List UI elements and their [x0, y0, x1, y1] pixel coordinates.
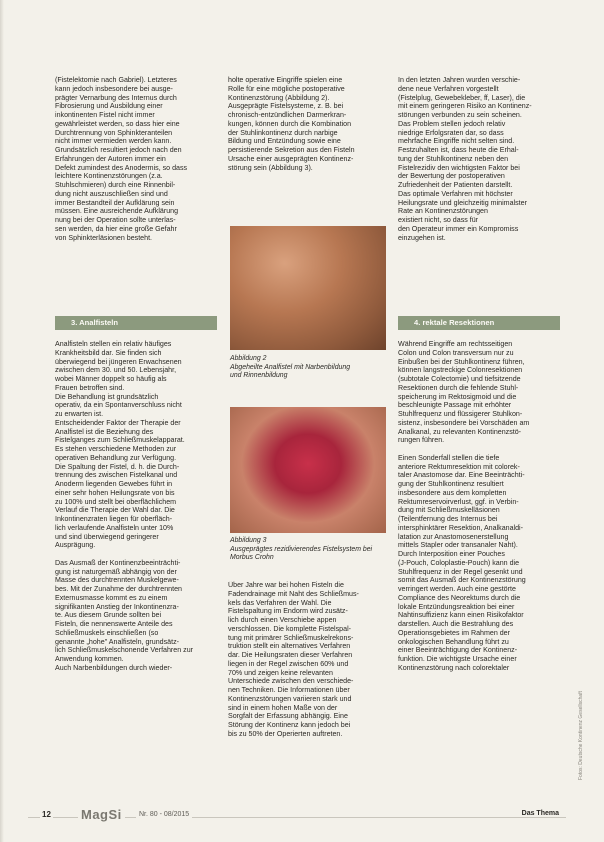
text-line: kann jedoch insbesondere bei ausge- [55, 84, 173, 93]
text-line: Es stehen verschiedene Methoden zur [55, 445, 177, 453]
text-line: leichtere Kontinenzstörungen (z.a. [55, 172, 163, 181]
text-line: prägter Vernarbung des Internus durch [55, 93, 177, 102]
text-line: der Bewertung der postoperativen [398, 172, 505, 181]
text-line: störung sein (Abbildung 3). [228, 163, 313, 172]
text-line: dung mit Schließmuskelläsionen [398, 506, 500, 515]
caption-line: Abgeheilte Analfistel mit Narbenbildung [230, 363, 351, 371]
figure-3-caption [230, 537, 390, 563]
text-line: Analfisteln stellen ein relativ häufiges [55, 340, 172, 348]
text-line: kels das Verfahren der Wahl. Die [228, 598, 332, 607]
section-heading-3-title: Analfisteln [79, 318, 118, 327]
paragraph [55, 340, 213, 550]
text-line: darstellen. Auch die Bestrahlung des [398, 620, 514, 628]
text-line: Fibrosierung und Ausbildung einer [55, 102, 163, 111]
text-line: tung mit primärer Schließmuskelrekons- [228, 633, 354, 642]
text-line: funktion. Die wichtigste Ursache einer [398, 655, 517, 663]
text-line: rungen führen. [398, 436, 445, 445]
text-line: Sorgfalt der Erfassung abhängig. Eine [228, 712, 348, 721]
text-line: 70% und zeigen keine relevanten [228, 668, 333, 677]
text-line: Frauen betroffen sind. [55, 383, 125, 392]
text-line: Das Problem stellen jedoch relativ [398, 119, 506, 128]
text-line: Auch Narbenbildungen durch wieder- [55, 663, 173, 672]
text-line: den Operateur immer ein Kompromiss [398, 224, 519, 233]
text-line: intersphinktärer Resektion, Analkanaldi- [398, 523, 523, 532]
text-line: dar. Die Heilungsraten dieser Verfahren [228, 651, 353, 659]
caption-label: Abbildung 2 [230, 355, 267, 362]
text-line: truktion stellt ein alternatives Verfahren [228, 642, 351, 651]
text-line: gung der Stuhlkontinenz resultiert [398, 480, 504, 488]
text-line: dene neue Verfahren vorgestellt [398, 84, 499, 93]
text-line: tung der Stuhlkontinenz neben den [398, 154, 509, 163]
text-line: Fistelganges zum Schließmuskelapparat. [55, 436, 185, 445]
text-line: einer sehr hohen Heilungsrate von bis [55, 488, 175, 497]
text-line: und sind überwiegend geringerer [55, 532, 159, 541]
text-line: nung bei der Operation sollte unterlas- [55, 216, 176, 224]
text-line: Fistelrezidiv den wichtigsten Faktor bei [398, 163, 520, 172]
text-line: verringert werden. Auch eine gestörte [398, 585, 516, 593]
text-line: zu erwarten ist. [55, 410, 104, 418]
text-line: Inkontinenzraten liegen für oberfläch- [55, 515, 173, 523]
page-footer [28, 807, 566, 824]
text-line: (J-Pouch, Coloplastie-Pouch) kann die [398, 558, 520, 567]
page-edge-shadow [0, 0, 4, 842]
page-number: 12 [42, 810, 51, 819]
text-line: existiert nicht, so dass für [398, 216, 479, 224]
text-line: Resektionen durch die fehlende Stuhl- [398, 383, 519, 392]
text-line: Kontinenzstörungen variieren stark und [228, 694, 352, 703]
magazine-logo: MagSi [78, 807, 125, 822]
text-line: verschlossen. Die komplette Fistelspal- [228, 624, 352, 633]
text-line: Colon und Colon transversum nur zu [398, 348, 514, 357]
caption-line: Morbus Crohn [230, 554, 274, 562]
text-line: anteriore Rektumresektion mit colorek- [398, 462, 520, 471]
section-heading-3-number: 3. [71, 318, 78, 327]
text-line: lich durch einen Verschiebe appen [228, 616, 337, 624]
text-line: dung nicht auszuschließen sind und [55, 189, 168, 198]
text-line: Rolle für eine mögliche postoperative [228, 84, 345, 93]
text-line: Kontinenzstörung (Abbildung 2). [228, 93, 330, 102]
section-name: Das Thema [519, 810, 562, 817]
text-line: Das optimale Verfahren mit höchster [398, 189, 513, 198]
text-line: sind in einem hohen Maße von der [228, 703, 338, 712]
text-line: Krankheitsbild dar. Sie finden sich [55, 348, 162, 357]
text-line: niedrige Erfolgsraten dar, so dass [398, 128, 504, 137]
text-line: Ursache einer ausgeprägten Kontinenz- [228, 154, 354, 163]
text-line: Zufriedenheit der Patienten darstellt. [398, 181, 513, 189]
text-line: sen werden, da hier eine große Gefahr [55, 224, 177, 233]
caption-line: und Rinnenbildung [230, 372, 288, 380]
text-line: überwiegend bei jüngeren Erwachsenen [55, 357, 182, 366]
paragraph [55, 559, 213, 673]
text-line: wobei Männer doppelt so häufig als [55, 375, 167, 383]
section-heading-4-title: rektale Resektionen [422, 318, 495, 327]
text-line: Heilungsrate und gleichzeitig minimalster [398, 198, 527, 207]
figure-2-photo [230, 226, 386, 350]
section-heading-4 [398, 316, 560, 330]
text-line: Festzuhalten ist, dass heute die Erhal- [398, 146, 519, 154]
text-line: nen Techniken. Die Informationen über [228, 686, 350, 694]
text-line: Defekt zumindest des Anodermis, so dass [55, 163, 188, 172]
text-line: Analkanal, zu relevanten Kontinenzstö- [398, 427, 522, 436]
text-line: Rektumreservoirverlust, ggf. in Verbin- [398, 497, 519, 506]
text-line: somit das Ausmaß der Kontinenzstörung [398, 576, 526, 585]
text-line: operativen Behandlung zur Verfügung. [55, 453, 177, 462]
text-line: Einen Sonderfall stellen die tiefe [398, 453, 500, 462]
text-line: chronisch-entzündlichen Darmerkran- [228, 111, 347, 119]
text-line: Kontinenzstörung nach colorektaler [398, 663, 510, 672]
paragraph [228, 581, 386, 739]
figure-2-caption [230, 355, 390, 381]
text-line: der Stuhlinkontinenz durch narbige [228, 128, 338, 137]
text-line: einzugehen ist. [398, 233, 446, 242]
text-line: Externusmasse kommt es zu einem [55, 593, 168, 602]
text-line: Unterschiede zwischen den verschiede- [228, 677, 354, 686]
text-line: latation zur Anastomosenerstellung [398, 532, 509, 541]
text-line: Operationsgebietes im Rahmen der [398, 628, 510, 637]
text-line: (Teilentfernung des Internus bei [398, 515, 498, 523]
section-heading-4-number: 4. [414, 318, 421, 327]
text-line: Analfistel ist die Beziehung des [55, 427, 154, 436]
text-line: Fisteln, die nennenswerte Anteile des [55, 620, 173, 628]
text-line: zwischen dem 30. und 50. Lebensjahr, [55, 366, 177, 375]
text-line: trennung des zwischen Fistelkanal und [55, 471, 178, 480]
text-line: Die Behandlung ist grundsätzlich [55, 392, 159, 401]
text-line: gung ist naturgemäß abhängig von der [55, 567, 177, 576]
text-line: signifikanten Anstieg der Inkontinenzra- [55, 602, 179, 611]
text-line: mit einem geringeren Risiko an Kontinenz- [398, 102, 532, 111]
text-line: genannte „hohe" Analfisteln, grundsätz- [55, 637, 179, 646]
text-line: Stuhlfrequenz in der Regel gesenkt und [398, 567, 523, 576]
text-line: liegen in der Regel zwischen 60% und [228, 659, 349, 668]
text-line: Einbußen bei der Stuhlkontinenz führen, [398, 357, 525, 366]
text-line: müssen. Eine ausreichende Aufklärung [55, 207, 179, 216]
text-line: In den letzten Jahren wurden verschie- [398, 76, 521, 84]
text-line: Anwendung kommen. [55, 655, 124, 663]
figure-3-photo [230, 407, 386, 533]
text-line: bes. Mit der Zunahme der durchtrennten [55, 585, 182, 593]
section-heading-3 [55, 316, 217, 330]
text-line: persistierende Sekretion aus den Fisteln [228, 146, 355, 154]
text-line: Entscheidender Faktor der Therapie der [55, 418, 181, 427]
column-2-text-lower [228, 581, 386, 747]
text-line: Masse des durchtrennten Muskelgewe- [55, 576, 179, 585]
text-line: einer Beeinträchtigung der Kontinenz- [398, 646, 518, 655]
text-line: taler Anastomose dar. Eine Beeinträchti- [398, 471, 525, 480]
text-line: onkologischen Behandlung führt zu [398, 637, 509, 646]
text-line: Verlauf die Therapie der Wahl dar. Die [55, 506, 175, 515]
text-line: sistenz, insbesondere bei Vorschäden am [398, 418, 530, 427]
text-line: Das Ausmaß der Kontinenzbeeinträchti- [55, 558, 181, 567]
text-line: Ausprägung. [55, 541, 96, 550]
column-2-text [228, 76, 386, 181]
column-1-text [55, 76, 213, 251]
text-line: Durch Interposition einer Pouches [398, 550, 505, 558]
text-line: Nahtinsuffizienz kann einen Risikofaktor [398, 611, 524, 620]
text-line: Compliance des Neorektums durch die [398, 593, 521, 602]
column-3-text [398, 76, 558, 251]
text-line: zu 100% und stellt bei oberflächlichem [55, 497, 177, 506]
text-line: operativ, da ein Spontanverschluss nicht [55, 401, 182, 410]
text-line: Durchtrennung von Sphinkteranteilen [55, 128, 173, 137]
text-line: holte operative Eingriffe spielen eine [228, 76, 343, 84]
text-line: mittels Stapler oder transanaler Naht). [398, 541, 518, 550]
paragraph [398, 340, 558, 445]
text-line: Anoderm liegenden Gewebes führt in [55, 480, 173, 488]
text-line: Erfahrungen der Autoren immer ein [55, 154, 166, 163]
text-line: (Fistelektomie nach Gabriel). Letzteres [55, 76, 177, 84]
text-line: lokale Entzündungsreaktion bei einer [398, 602, 515, 611]
text-line: bis zu 50% der Operierten auftreten. [228, 729, 343, 738]
text-line: (Fistelplug, Gewebekleber, ff, Laser), die [398, 93, 526, 102]
text-line: lich verlaufende Analfisteln unter 10% [55, 523, 174, 532]
text-line: können langstreckige Colonresektionen [398, 366, 523, 375]
text-line: lich Schließmuskelschonende Verfahren zur [55, 646, 194, 655]
text-line: nicht immer vermieden werden kann. [55, 137, 172, 146]
text-line: beschleunigte Passage mit erhöhter [398, 401, 512, 410]
text-line: Über Jahre war bei hohen Fisteln die [228, 581, 344, 589]
text-line: Störung der Kontinenz kann jedoch bei [228, 721, 351, 729]
paragraph [398, 76, 558, 242]
text-line: störungen verbunden zu sein scheinen. [398, 111, 522, 119]
text-line: Fadendrainage mit Naht des Schließmus- [228, 589, 359, 598]
text-line: inkontinenten Fistel nicht immer [55, 111, 155, 119]
text-line: Während Eingriffe am rechtsseitigen [398, 340, 513, 348]
photo-credit: Fotos: Deutsche Kontinenz Gesellschaft [578, 691, 584, 780]
text-line: Schließmuskels einschließen (so [55, 628, 159, 637]
column-1-text-analfisteln [55, 340, 213, 681]
paragraph [398, 454, 558, 673]
text-line: kungen, können durch die Kombination [228, 119, 352, 128]
paragraph [55, 76, 213, 242]
text-line: Bildung und Entzündung sowie eine [228, 137, 341, 146]
text-line: Stuhlfrequenz und flüssigerer Stuhlkon- [398, 410, 523, 418]
text-line: te. Aus diesem Grunde sollten bei [55, 611, 162, 620]
text-line: mehrfache Eingriffe nicht selten sind. [398, 137, 515, 146]
text-line: gewährleistet werden, so dass hier eine [55, 119, 180, 128]
text-line: Fistelspaltung im Endorm wird zusätz- [228, 607, 348, 616]
caption-line: Ausgeprägtes rezidivierendes Fistelsystem bei [230, 545, 373, 553]
column-3-text-rektale [398, 340, 558, 681]
text-line: Rate an Kontinenzstörungen [398, 207, 488, 216]
text-line: (subtotale Colectomie) und tiefsitzende [398, 375, 521, 383]
caption-label: Abbildung 3 [230, 537, 267, 544]
text-line: speicherung im Rektosigmoid und die [398, 392, 517, 401]
text-line: immer Bestandteil der Aufklärung sein [55, 198, 175, 207]
text-line: Die Spaltung der Fistel, d. h. die Durch- [55, 462, 180, 471]
issue-info: Nr. 80 - 08/2015 [136, 811, 192, 818]
text-line: von Sphinkterläsionen besteht. [55, 233, 153, 242]
text-line: Grundsätzlich resultiert jedoch nach den [55, 146, 182, 154]
paragraph [228, 76, 386, 172]
text-line: insbesondere aus dem kompletten [398, 488, 507, 497]
text-line: Stuhlschmieren) durch eine Rinnenbil- [55, 181, 176, 189]
text-line: Ausgeprägte Fistelsysteme, z. B. bei [228, 102, 344, 111]
